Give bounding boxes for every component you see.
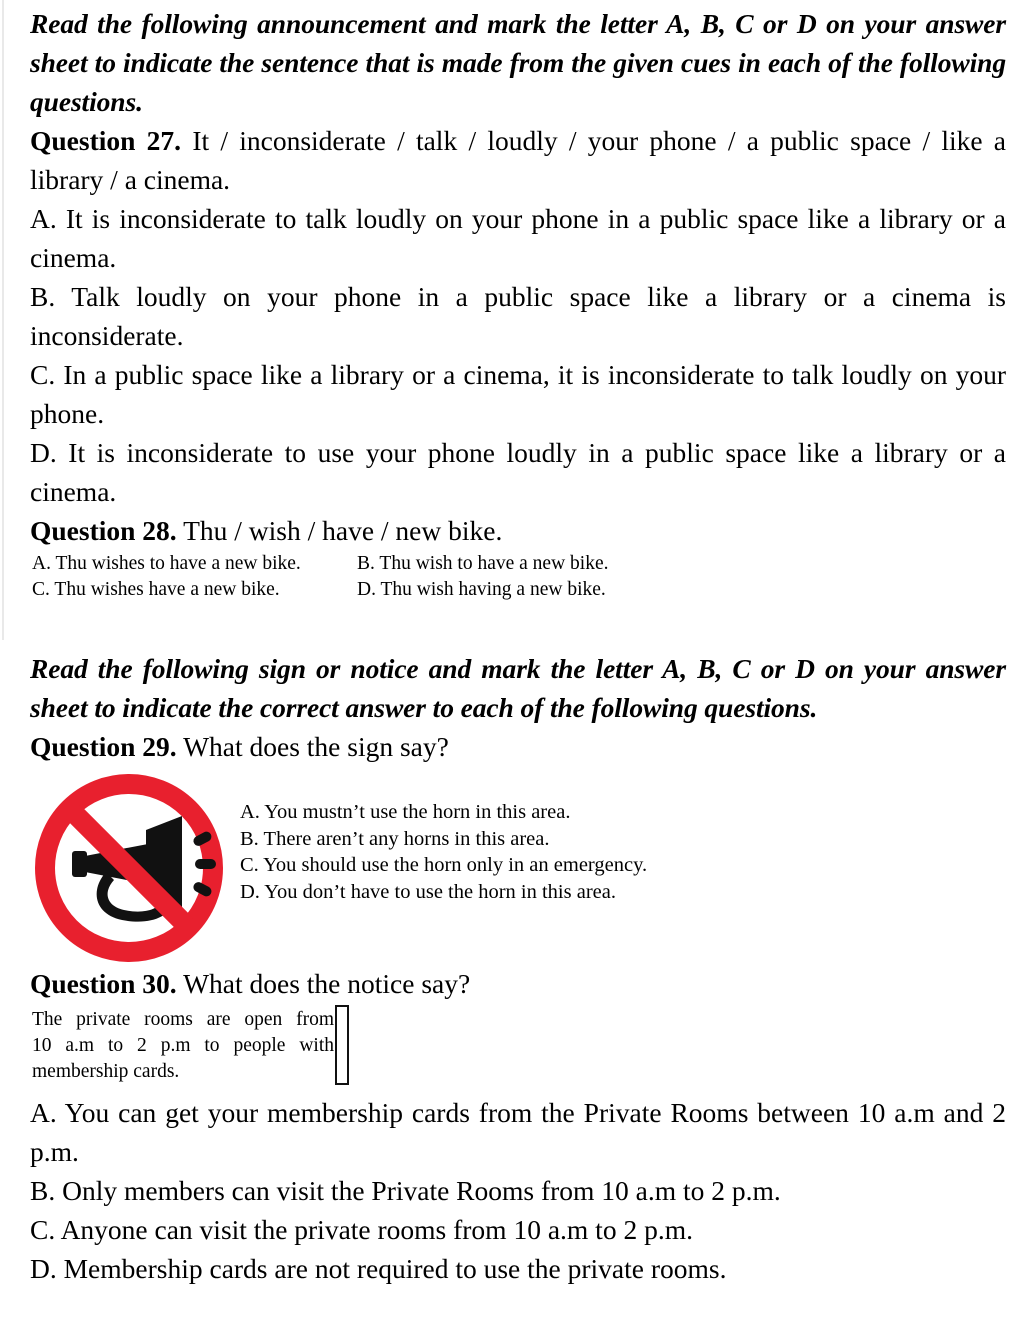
question-29-option-a[interactable]: A. You mustn’t use the horn in this area. bbox=[240, 801, 571, 823]
question-30-prompt: What does the notice say? bbox=[183, 968, 471, 999]
question-28-options bbox=[32, 551, 652, 603]
instruction-cues: Read the following announcement and mark the letter A, B, C or D on your answer sheet to indicate the sentence that is made from the given cues in each of the following questions. bbox=[30, 8, 1006, 117]
question-28-option-a[interactable]: A. Thu wishes to have a new bike. bbox=[32, 553, 301, 574]
no-horn-icon bbox=[30, 772, 240, 964]
notice-box-border-fragment bbox=[335, 1005, 349, 1085]
question-28-prompt: Thu / wish / have / new bike. bbox=[183, 515, 503, 546]
page-content bbox=[30, 4, 1006, 1288]
notice-line-1: The private rooms are open from bbox=[32, 1009, 334, 1030]
scan-edge-artifact bbox=[2, 0, 4, 640]
question-30-label: Question 30. bbox=[30, 968, 177, 999]
question-28-option-d[interactable]: D. Thu wish having a new bike. bbox=[357, 579, 606, 600]
question-30-option-c[interactable]: C. Anyone can visit the private rooms from 10 a.m to 2 p.m. bbox=[30, 1214, 693, 1245]
question-28-line bbox=[30, 511, 1006, 550]
question-28-options-row-1 bbox=[32, 551, 652, 577]
notice-line-3: membership cards. bbox=[32, 1061, 180, 1082]
question-29-line bbox=[30, 727, 1006, 766]
question-28-options-row-2 bbox=[32, 577, 652, 603]
question-30-option-b[interactable]: B. Only members can visit the Private Rooms from 10 a.m to 2 p.m. bbox=[30, 1175, 781, 1206]
notice-text bbox=[32, 1007, 334, 1085]
question-27-option-c[interactable]: C. In a public space like a library or a cinema, it is inconsiderate to talk loudly on your phone. bbox=[30, 359, 1006, 429]
question-27-option-a[interactable]: A. It is inconsiderate to talk loudly on your phone in a public space like a library or a cinema. bbox=[30, 203, 1006, 273]
question-29-prompt: What does the sign say? bbox=[183, 731, 449, 762]
notice-line-2: 10 a.m to 2 p.m to people with bbox=[32, 1035, 334, 1056]
question-27-option-d[interactable]: D. It is inconsiderate to use your phone loudly in a public space like a library or a cinema. bbox=[30, 437, 1006, 507]
question-29-options bbox=[240, 772, 1006, 905]
question-29-body bbox=[30, 772, 1006, 964]
question-29-option-d[interactable]: D. You don’t have to use the horn in this area. bbox=[240, 880, 616, 903]
question-27-prompt: It / inconsiderate / talk / loudly / your phone / a public space / like a library / a cinema. bbox=[30, 125, 1007, 195]
question-27-label: Question 27. bbox=[30, 125, 182, 156]
question-28-option-b[interactable]: B. Thu wish to have a new bike. bbox=[357, 553, 609, 574]
question-30-line bbox=[30, 964, 1006, 1003]
question-29-option-c[interactable]: C. You should use the horn only in an emergency. bbox=[240, 854, 648, 876]
question-30-option-d[interactable]: D. Membership cards are not required to use the private rooms. bbox=[30, 1253, 727, 1284]
question-27-option-b[interactable]: B. Talk loudly on your phone in a public space like a library or a cinema is inconsiderate. bbox=[30, 281, 1006, 351]
question-30-notice bbox=[30, 1007, 1006, 1093]
question-28-label: Question 28. bbox=[30, 515, 177, 546]
question-29-label: Question 29. bbox=[30, 731, 177, 762]
question-27-line bbox=[30, 121, 1006, 199]
no-horn-sign-image bbox=[30, 772, 240, 964]
question-29-option-b[interactable]: B. There aren’t any horns in this area. bbox=[240, 827, 550, 850]
question-30-option-a[interactable]: A. You can get your membership cards from the Private Rooms between 10 a.m and 2 p.m. bbox=[30, 1097, 1006, 1167]
instruction-sign-notice: Read the following sign or notice and mark the letter A, B, C or D on your answer sheet to indicate the correct answer to each of the following questions. bbox=[30, 653, 1006, 723]
section-gap bbox=[30, 603, 1006, 649]
question-28-option-c[interactable]: C. Thu wishes have a new bike. bbox=[32, 579, 280, 600]
